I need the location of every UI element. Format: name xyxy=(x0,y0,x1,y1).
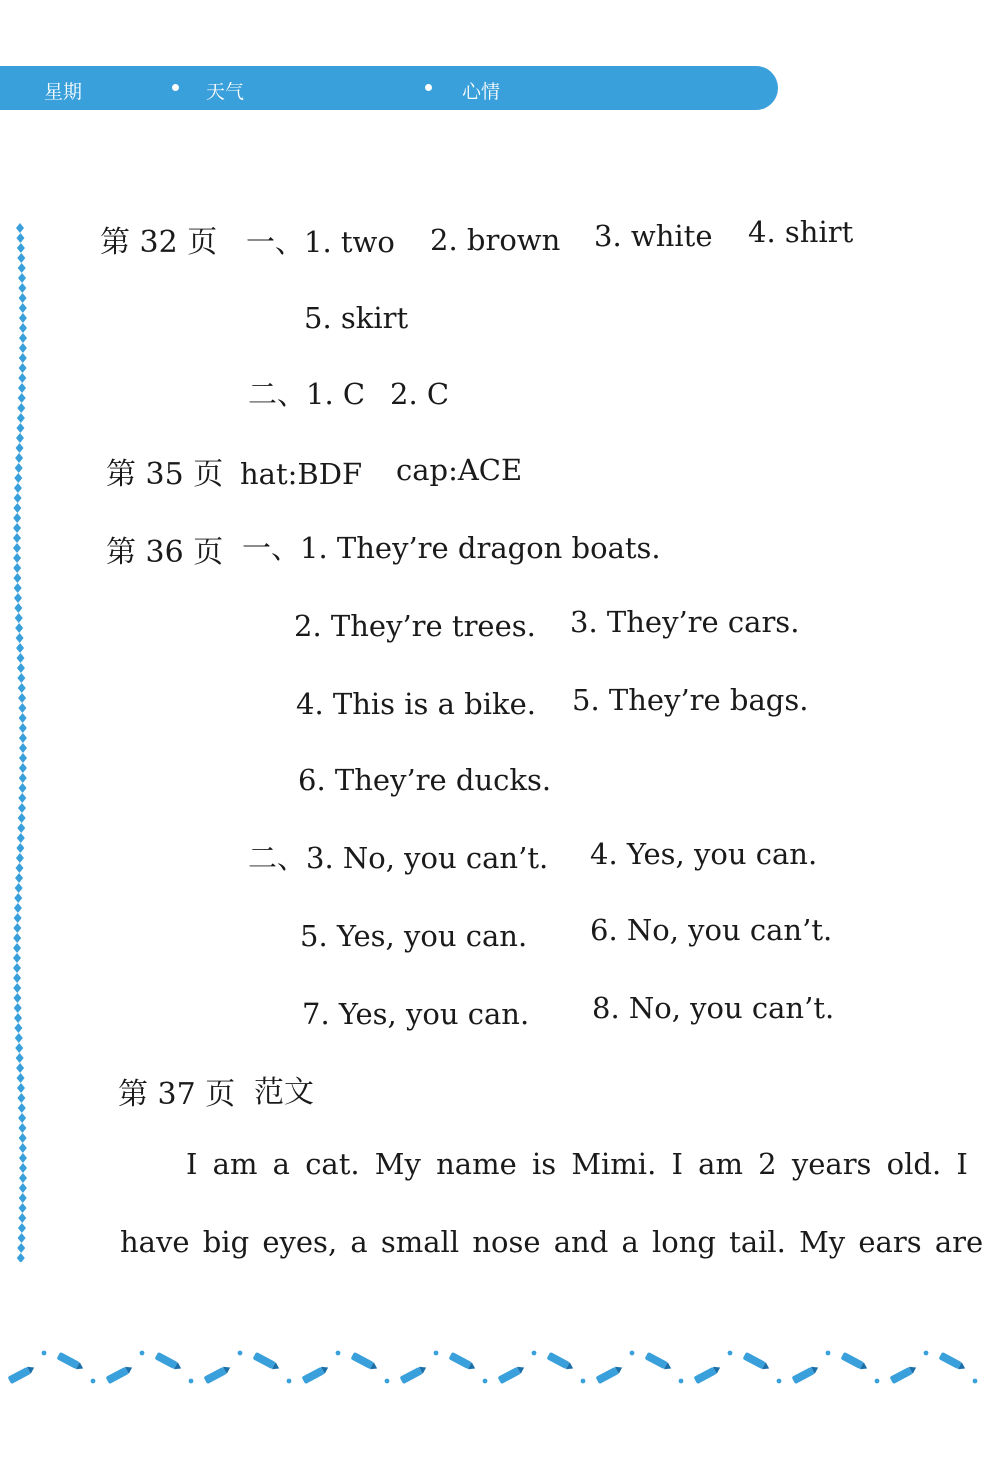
border-diamond xyxy=(14,603,22,613)
border-dot xyxy=(679,1379,684,1384)
border-diamond xyxy=(17,403,25,413)
essay-line-2: have big eyes, a small nose and a long tail. My ears are xyxy=(120,1225,984,1259)
border-diamond xyxy=(14,493,22,503)
border-diamond xyxy=(16,423,24,433)
border-diamond xyxy=(19,733,27,743)
border-diamond xyxy=(16,1053,24,1063)
border-dot xyxy=(826,1351,831,1356)
border-diamond xyxy=(16,433,24,443)
border-diamond xyxy=(13,563,21,573)
border-diamond xyxy=(13,983,21,993)
border-diamond xyxy=(17,1083,25,1093)
p36-answer-1: 一、1. They’re dragon boats. xyxy=(242,531,661,565)
border-diamond xyxy=(17,823,25,833)
border-diamond xyxy=(19,1183,27,1193)
border-diamond xyxy=(13,503,21,513)
border-diamond xyxy=(19,723,27,733)
border-diamond xyxy=(13,513,21,523)
header-bar xyxy=(0,66,778,110)
border-diamond xyxy=(19,753,27,763)
border-diamond xyxy=(18,383,26,393)
p35-cap-answer: cap:ACE xyxy=(396,453,523,487)
border-diamond xyxy=(13,963,21,973)
border-diamond xyxy=(19,353,27,363)
border-diamond xyxy=(17,1253,25,1262)
bullet-dot xyxy=(425,84,432,91)
p36-part2-answer-8: 8. No, you can’t. xyxy=(592,991,835,1025)
weekday-label: 星期 xyxy=(44,81,83,103)
left-decorative-border xyxy=(10,222,40,1262)
p36-part2-answer-7: 7. Yes, you can. xyxy=(302,997,530,1031)
border-diamond xyxy=(17,663,25,673)
border-pencil xyxy=(792,1364,820,1384)
border-diamond xyxy=(19,363,27,373)
border-pencil xyxy=(743,1352,771,1372)
border-diamond xyxy=(19,313,27,323)
border-diamond xyxy=(14,583,22,593)
border-pencil xyxy=(939,1352,967,1372)
border-diamond xyxy=(15,1043,23,1053)
border-dot xyxy=(336,1351,341,1356)
border-pencil xyxy=(694,1364,722,1384)
page-37-label: 第 37 页 xyxy=(118,1077,236,1112)
border-pencil xyxy=(596,1364,624,1384)
p36-part2-answer-5: 5. Yes, you can. xyxy=(300,919,528,953)
border-pencil xyxy=(841,1352,869,1372)
border-diamond xyxy=(19,773,27,783)
border-diamond xyxy=(15,873,23,883)
border-diamond xyxy=(18,263,26,273)
p36-part2-answer-4: 4. Yes, you can. xyxy=(590,837,818,871)
border-pencil xyxy=(106,1364,134,1384)
p36-answer-5: 5. They’re bags. xyxy=(572,683,809,717)
border-diamond xyxy=(14,483,22,493)
border-diamond xyxy=(17,673,25,683)
border-dot xyxy=(42,1351,47,1356)
border-diamond xyxy=(13,953,21,963)
border-dot xyxy=(973,1379,978,1384)
border-dot xyxy=(91,1379,96,1384)
border-diamond xyxy=(13,553,21,563)
border-diamond xyxy=(16,633,24,643)
border-diamond xyxy=(17,243,25,253)
border-pencil xyxy=(498,1364,526,1384)
border-diamond xyxy=(14,1013,22,1023)
border-diamond xyxy=(16,643,24,653)
p36-answer-3: 3. They’re cars. xyxy=(570,605,800,639)
p32-part2-answer-2: 2. C xyxy=(390,377,450,411)
border-diamond xyxy=(14,893,22,903)
border-pencil xyxy=(302,1364,330,1384)
border-diamond xyxy=(13,533,21,543)
border-pencil xyxy=(155,1352,183,1372)
border-diamond xyxy=(13,573,21,583)
border-pencil xyxy=(8,1364,36,1384)
border-diamond xyxy=(19,1203,27,1213)
mood-label: 心情 xyxy=(462,81,501,103)
border-diamond xyxy=(14,473,22,483)
border-pencil xyxy=(253,1352,281,1372)
weather-label: 天气 xyxy=(206,81,245,103)
border-diamond xyxy=(14,1003,22,1013)
border-dot xyxy=(875,1379,880,1384)
p37-model-essay-title: 范文 xyxy=(254,1075,314,1110)
border-diamond xyxy=(19,1133,27,1143)
border-pencil xyxy=(645,1352,673,1372)
border-diamond xyxy=(13,923,21,933)
border-diamond xyxy=(13,523,21,533)
border-diamond xyxy=(18,273,26,283)
border-diamond xyxy=(13,543,21,553)
border-diamond xyxy=(16,233,24,243)
border-diamond xyxy=(17,413,25,423)
bullet-dot xyxy=(172,84,179,91)
border-diamond xyxy=(19,783,27,793)
border-diamond xyxy=(19,323,27,333)
border-diamond xyxy=(13,973,21,983)
border-diamond xyxy=(18,1103,26,1113)
border-dot xyxy=(189,1379,194,1384)
border-dot xyxy=(532,1351,537,1356)
border-diamond xyxy=(15,883,23,893)
border-dot xyxy=(140,1351,145,1356)
border-diamond xyxy=(13,993,21,1003)
border-dot xyxy=(287,1379,292,1384)
border-pencil xyxy=(351,1352,379,1372)
p32-part2-answer-1: 二、1. C xyxy=(248,377,366,411)
border-diamond xyxy=(14,593,22,603)
border-pencil xyxy=(547,1352,575,1372)
border-diamond xyxy=(14,903,22,913)
border-diamond xyxy=(17,1243,25,1253)
border-diamond xyxy=(19,1173,27,1183)
page-36-label: 第 36 页 xyxy=(106,535,224,570)
p32-answer-4: 4. shirt xyxy=(748,215,854,249)
border-diamond xyxy=(18,683,26,693)
border-diamond xyxy=(16,653,24,663)
border-diamond xyxy=(15,613,23,623)
border-diamond xyxy=(18,393,26,403)
p36-answer-6: 6. They’re ducks. xyxy=(298,763,552,797)
border-diamond xyxy=(18,373,26,383)
border-diamond xyxy=(18,803,26,813)
border-diamond xyxy=(19,343,27,353)
border-diamond xyxy=(18,283,26,293)
border-diamond xyxy=(16,1063,24,1073)
border-dot xyxy=(924,1351,929,1356)
border-pencil xyxy=(890,1364,918,1384)
border-diamond xyxy=(19,1143,27,1153)
border-diamond xyxy=(17,1093,25,1103)
border-diamond xyxy=(19,763,27,773)
border-diamond xyxy=(19,1153,27,1163)
border-diamond xyxy=(19,713,27,723)
border-pencil xyxy=(400,1364,428,1384)
border-diamond xyxy=(19,333,27,343)
border-diamond xyxy=(13,933,21,943)
border-diamond xyxy=(15,863,23,873)
border-dot xyxy=(434,1351,439,1356)
border-diamond xyxy=(17,1073,25,1083)
border-diamond xyxy=(19,303,27,313)
border-diamond xyxy=(18,1123,26,1133)
p36-part2-answer-3: 二、3. No, you can’t. xyxy=(248,841,549,875)
border-diamond xyxy=(18,1223,26,1233)
border-dot xyxy=(385,1379,390,1384)
border-pencil xyxy=(57,1352,85,1372)
border-diamond xyxy=(18,793,26,803)
page-35-label: 第 35 页 xyxy=(106,457,224,492)
p36-answer-2: 2. They’re trees. xyxy=(294,609,536,643)
border-diamond xyxy=(18,1213,26,1223)
border-diamond xyxy=(18,813,26,823)
border-diamond xyxy=(17,833,25,843)
border-diamond xyxy=(19,1163,27,1173)
p32-answer-2: 2. brown xyxy=(430,223,561,257)
p32-answer-3: 3. white xyxy=(594,219,713,253)
border-diamond xyxy=(18,1233,26,1243)
border-diamond xyxy=(16,223,24,233)
border-diamond xyxy=(18,693,26,703)
p36-answer-4: 4. This is a bike. xyxy=(296,687,536,721)
border-pencil xyxy=(204,1364,232,1384)
border-diamond xyxy=(15,623,23,633)
border-diamond xyxy=(16,443,24,453)
border-dot xyxy=(630,1351,635,1356)
border-diamond xyxy=(16,853,24,863)
border-diamond xyxy=(15,1033,23,1043)
border-diamond xyxy=(18,703,26,713)
border-dot xyxy=(238,1351,243,1356)
border-diamond xyxy=(15,463,23,473)
border-dot xyxy=(483,1379,488,1384)
bottom-decorative-border xyxy=(0,1325,986,1395)
border-diamond xyxy=(14,1023,22,1033)
border-diamond xyxy=(13,943,21,953)
border-diamond xyxy=(19,293,27,303)
border-dot xyxy=(581,1379,586,1384)
border-dot xyxy=(728,1351,733,1356)
p35-hat-answer: hat:BDF xyxy=(240,457,363,491)
p32-answer-1: 一、1. two xyxy=(246,225,395,259)
border-pencil xyxy=(449,1352,477,1372)
border-dot xyxy=(777,1379,782,1384)
p36-part2-answer-6: 6. No, you can’t. xyxy=(590,913,833,947)
border-diamond xyxy=(15,453,23,463)
p32-answer-5: 5. skirt xyxy=(304,301,409,335)
border-diamond xyxy=(18,1113,26,1123)
border-diamond xyxy=(19,1193,27,1203)
page-32-label: 第 32 页 xyxy=(100,225,218,260)
border-diamond xyxy=(16,843,24,853)
border-diamond xyxy=(19,743,27,753)
border-diamond xyxy=(14,913,22,923)
border-diamond xyxy=(17,253,25,263)
essay-line-1: I am a cat. My name is Mimi. I am 2 years old. I xyxy=(186,1147,968,1181)
